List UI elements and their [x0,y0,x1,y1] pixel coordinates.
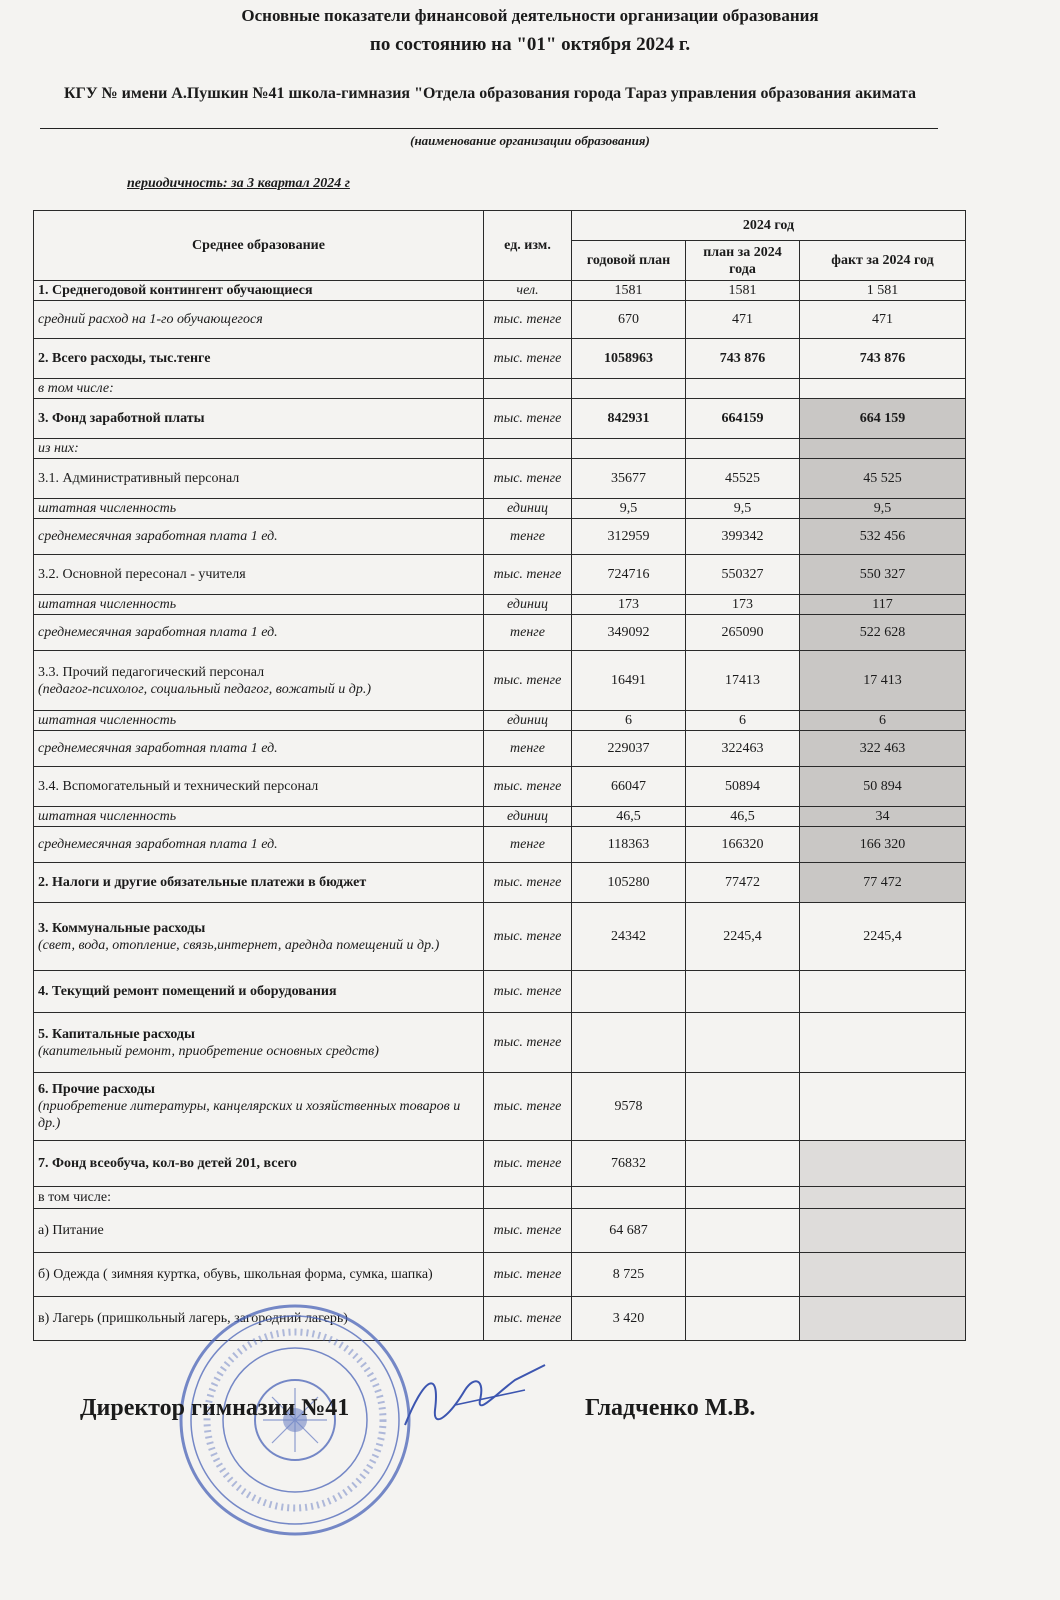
row-label: 3.4. Вспомогательный и технический персонал [34,767,484,807]
row-label: б) Одежда ( зимняя куртка, обувь, школьная форма, сумка, шапка) [34,1253,484,1297]
table-row [34,519,966,555]
table-row [34,827,966,863]
cell-annual-plan: 46,5 [572,807,686,827]
cell-annual-plan: 105280 [572,863,686,903]
cell-annual-plan [572,1013,686,1073]
table-row [34,499,966,519]
row-unit: единиц [484,711,572,731]
cell-plan-2024: 166320 [686,827,800,863]
table-row [34,281,966,301]
row-unit: тыс. тенге [484,1073,572,1141]
cell-annual-plan: 3 420 [572,1297,686,1341]
cell-plan-2024 [686,1253,800,1297]
row-label-note: (капительный ремонт, приобретение основных средств) [38,1043,379,1059]
row-label-main: 5. Капитальные расходы [38,1026,195,1042]
row-unit: тыс. тенге [484,1297,572,1341]
header-year: 2024 год [572,211,966,241]
cell-plan-2024: 2245,4 [686,903,800,971]
cell-annual-plan: 16491 [572,651,686,711]
cell-fact-2024: 117 [800,595,966,615]
row-unit [484,1187,572,1209]
signature [395,1355,555,1445]
row-unit: тыс. тенге [484,767,572,807]
cell-plan-2024 [686,1073,800,1141]
table-row [34,459,966,499]
table-row [34,1187,966,1209]
cell-fact-2024: 9,5 [800,499,966,519]
row-label: штатная численность [34,807,484,827]
table-row [34,1209,966,1253]
row-label [34,903,484,971]
row-label: среднемесячная заработная плата 1 ед. [34,615,484,651]
row-label-note: (приобретение литературы, канцелярских и хозяйственных товаров и др.) [38,1099,461,1131]
cell-fact-2024 [800,971,966,1013]
cell-plan-2024: 743 876 [686,339,800,379]
table-row [34,615,966,651]
cell-fact-2024: 471 [800,301,966,339]
cell-fact-2024 [800,1141,966,1187]
row-unit: тыс. тенге [484,1013,572,1073]
row-label: средний расход на 1-го обучающегося [34,301,484,339]
cell-plan-2024: 6 [686,711,800,731]
table-row [34,903,966,971]
row-unit: тыс. тенге [484,903,572,971]
cell-fact-2024: 1 581 [800,281,966,301]
cell-fact-2024: 550 327 [800,555,966,595]
row-label: 3.1. Административный персонал [34,459,484,499]
cell-annual-plan: 9578 [572,1073,686,1141]
table-row [34,711,966,731]
organization-underline [40,128,938,129]
cell-annual-plan: 229037 [572,731,686,767]
row-unit: единиц [484,499,572,519]
table-row [34,555,966,595]
cell-plan-2024: 173 [686,595,800,615]
row-label: штатная численность [34,499,484,519]
row-label: штатная численность [34,595,484,615]
table-row [34,399,966,439]
cell-fact-2024 [800,1013,966,1073]
cell-plan-2024 [686,379,800,399]
cell-annual-plan: 1058963 [572,339,686,379]
row-unit: тыс. тенге [484,399,572,439]
cell-annual-plan: 349092 [572,615,686,651]
cell-annual-plan [572,971,686,1013]
table-row [34,301,966,339]
table-row [34,971,966,1013]
cell-fact-2024: 2245,4 [800,903,966,971]
cell-annual-plan: 64 687 [572,1209,686,1253]
periodicity: периодичность: за 3 квартал 2024 г [127,176,350,191]
cell-annual-plan: 66047 [572,767,686,807]
signer-title: Директор гимназии №41 [80,1395,350,1421]
cell-annual-plan: 8 725 [572,1253,686,1297]
cell-fact-2024: 166 320 [800,827,966,863]
row-label-main: 6. Прочие расходы [38,1082,155,1097]
cell-plan-2024: 50894 [686,767,800,807]
row-label-note: (свет, вода, отопление, связь,интернет, аредндa помещений и др.) [38,937,440,953]
cell-fact-2024 [800,1187,966,1209]
table-row [34,1253,966,1297]
cell-annual-plan: 35677 [572,459,686,499]
cell-fact-2024: 45 525 [800,459,966,499]
financial-table [33,210,966,1341]
header-unit: ед. изм. [484,211,572,281]
header-education-level: Среднее образование [34,211,484,281]
organization-caption: (наименование организации образования) [410,133,650,148]
cell-fact-2024: 743 876 [800,339,966,379]
cell-plan-2024: 46,5 [686,807,800,827]
cell-plan-2024: 17413 [686,651,800,711]
row-label: из них: [34,439,484,459]
row-unit: тыс. тенге [484,971,572,1013]
cell-fact-2024 [800,379,966,399]
row-unit: тыс. тенге [484,555,572,595]
cell-annual-plan: 312959 [572,519,686,555]
row-label-note: (педагог-психолог, социальный педагог, вожатый и др.) [38,681,372,697]
row-unit: тенге [484,615,572,651]
report-title-line1: Основные показатели финансовой деятельности организации образования [241,6,819,25]
cell-annual-plan [572,379,686,399]
row-unit [484,439,572,459]
row-label-main: 3.3. Прочий педагогический персонал [38,664,265,680]
row-label: среднемесячная заработная плата 1 ед. [34,827,484,863]
cell-plan-2024: 664159 [686,399,800,439]
cell-fact-2024 [800,1253,966,1297]
cell-fact-2024 [800,1073,966,1141]
row-unit: тыс. тенге [484,301,572,339]
table-row [34,863,966,903]
cell-annual-plan: 76832 [572,1141,686,1187]
organization-name: КГУ № имени А.Пушкин №41 школа-гимназия "Отдела образования города Тараз управления образования акимата [64,85,916,102]
table-row [34,767,966,807]
cell-plan-2024: 550327 [686,555,800,595]
table-body [34,281,966,1341]
cell-plan-2024: 1581 [686,281,800,301]
cell-annual-plan: 1581 [572,281,686,301]
row-unit: единиц [484,595,572,615]
row-label [34,651,484,711]
cell-fact-2024: 522 628 [800,615,966,651]
cell-annual-plan: 24342 [572,903,686,971]
cell-plan-2024: 9,5 [686,499,800,519]
cell-fact-2024 [800,1297,966,1341]
cell-annual-plan: 6 [572,711,686,731]
row-label [34,1073,484,1141]
row-label [34,1013,484,1073]
cell-annual-plan: 670 [572,301,686,339]
cell-plan-2024 [686,971,800,1013]
table-row [34,595,966,615]
table-row [34,339,966,379]
row-label: а) Питание [34,1209,484,1253]
table-row [34,439,966,459]
header-plan-2024: план за 2024 года [686,241,800,281]
signer-name: Гладченко М.В. [585,1395,756,1421]
row-label: в том числе: [34,1187,484,1209]
table-row [34,731,966,767]
table-row [34,807,966,827]
cell-plan-2024 [686,439,800,459]
row-label: 3. Фонд заработной платы [34,399,484,439]
cell-plan-2024: 77472 [686,863,800,903]
cell-fact-2024: 34 [800,807,966,827]
cell-fact-2024: 322 463 [800,731,966,767]
row-label: штатная численность [34,711,484,731]
row-unit: единиц [484,807,572,827]
cell-fact-2024: 17 413 [800,651,966,711]
table-row [34,379,966,399]
cell-fact-2024 [800,1209,966,1253]
cell-annual-plan [572,1187,686,1209]
table-row [34,1141,966,1187]
report-title-line2: по состоянию на "01" октября 2024 г. [369,34,691,55]
table-row [34,1297,966,1341]
header-annual-plan: годовой план [572,241,686,281]
cell-annual-plan: 118363 [572,827,686,863]
row-unit: тенге [484,731,572,767]
cell-fact-2024: 6 [800,711,966,731]
row-unit: тыс. тенге [484,339,572,379]
cell-annual-plan: 9,5 [572,499,686,519]
cell-annual-plan: 842931 [572,399,686,439]
row-unit: чел. [484,281,572,301]
row-label: 3.2. Основной пересонал - учителя [34,555,484,595]
cell-fact-2024: 532 456 [800,519,966,555]
cell-plan-2024 [686,1209,800,1253]
row-label: среднемесячная заработная плата 1 ед. [34,519,484,555]
table-row [34,1013,966,1073]
row-label: 1. Среднегодовой контингент обучающиеся [34,281,484,301]
cell-annual-plan: 724716 [572,555,686,595]
row-unit: тенге [484,827,572,863]
row-unit: тыс. тенге [484,651,572,711]
row-label: 4. Текущий ремонт помещений и оборудования [34,971,484,1013]
cell-plan-2024: 265090 [686,615,800,651]
header-fact-2024: факт за 2024 год [800,241,966,281]
row-label: 7. Фонд всеобуча, кол-во детей 201, всего [34,1141,484,1187]
cell-plan-2024: 399342 [686,519,800,555]
cell-plan-2024 [686,1013,800,1073]
row-label: 2. Налоги и другие обязательные платежи в бюджет [34,863,484,903]
cell-plan-2024 [686,1297,800,1341]
cell-fact-2024 [800,439,966,459]
row-label-main: 3. Коммунальные расходы [38,920,206,936]
cell-plan-2024: 471 [686,301,800,339]
cell-fact-2024: 77 472 [800,863,966,903]
table-row [34,1073,966,1141]
row-label: в том числе: [34,379,484,399]
table-row [34,651,966,711]
row-unit: тыс. тенге [484,1141,572,1187]
row-unit: тыс. тенге [484,863,572,903]
row-label: среднемесячная заработная плата 1 ед. [34,731,484,767]
cell-annual-plan [572,439,686,459]
cell-annual-plan: 173 [572,595,686,615]
row-unit: тенге [484,519,572,555]
cell-plan-2024 [686,1187,800,1209]
row-label: в) Лагерь (пришкольный лагерь, загородний лагерь) [34,1297,484,1341]
cell-plan-2024: 45525 [686,459,800,499]
cell-plan-2024 [686,1141,800,1187]
row-unit [484,379,572,399]
cell-fact-2024: 50 894 [800,767,966,807]
row-unit: тыс. тенге [484,1209,572,1253]
row-unit: тыс. тенге [484,459,572,499]
cell-plan-2024: 322463 [686,731,800,767]
cell-fact-2024: 664 159 [800,399,966,439]
row-unit: тыс. тенге [484,1253,572,1297]
row-label: 2. Всего расходы, тыс.тенге [34,339,484,379]
